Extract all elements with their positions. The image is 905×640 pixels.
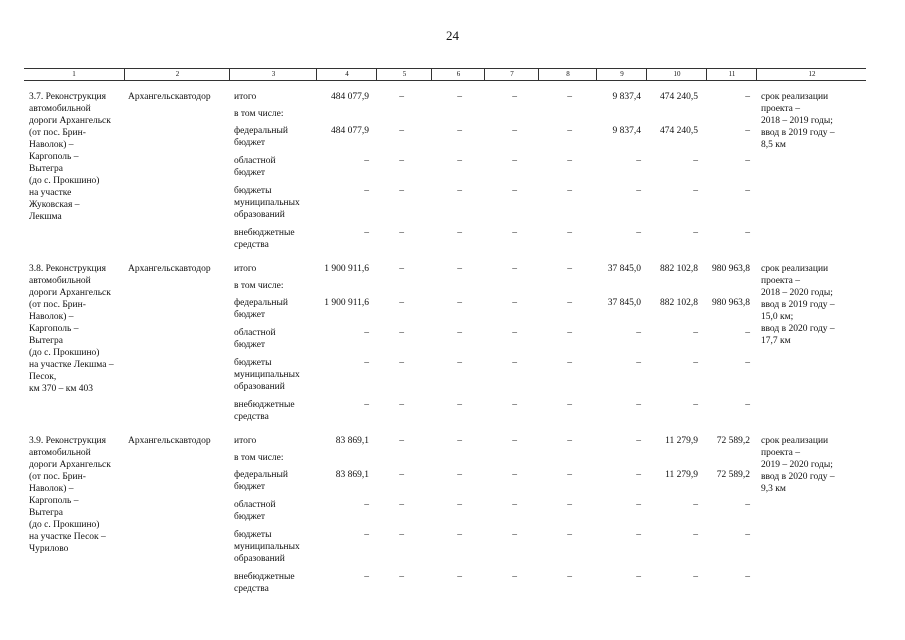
amount-cell: – (636, 156, 641, 166)
amount-cell: – (636, 400, 641, 410)
funding-source-label: в том числе: (234, 453, 284, 463)
column-header-10: 10 (646, 69, 707, 80)
amount-cell: 37 845,0 (607, 298, 641, 308)
amount-cell: 9 837,4 (612, 126, 641, 136)
funding-source-label: итого (234, 92, 257, 102)
column-header-9: 9 (596, 69, 647, 80)
column-header-8: 8 (538, 69, 597, 80)
amount-cell: – (512, 572, 517, 582)
amount-cell: – (364, 156, 369, 166)
funding-source-label: бюджеты муниципальных образований (234, 530, 300, 564)
column-header-5: 5 (376, 69, 432, 80)
amount-cell: – (512, 500, 517, 510)
amount-cell: – (512, 530, 517, 540)
amount-cell: – (567, 126, 572, 136)
amount-cell: – (364, 328, 369, 338)
amount-cell: 83 869,1 (335, 470, 369, 480)
amount-cell: 11 279,9 (665, 470, 698, 480)
amount-cell: – (745, 572, 750, 582)
amount-cell: – (512, 126, 517, 136)
amount-cell: – (636, 358, 641, 368)
column-number-header (24, 68, 866, 81)
amount-cell: – (745, 92, 750, 102)
amount-cell: 11 279,9 (665, 436, 698, 446)
amount-cell: – (693, 228, 698, 238)
funding-source-label: внебюджетные средства (234, 228, 295, 250)
amount-cell: – (364, 530, 369, 540)
amount-cell: – (399, 328, 404, 338)
amount-cell: – (399, 186, 404, 196)
amount-cell: – (567, 328, 572, 338)
amount-cell: – (399, 572, 404, 582)
column-header-6: 6 (431, 69, 485, 80)
amount-cell: 9 837,4 (612, 92, 641, 102)
funding-source-label: областной бюджет (234, 328, 276, 350)
amount-cell: – (399, 436, 404, 446)
amount-cell: – (457, 400, 462, 410)
amount-cell: – (399, 530, 404, 540)
amount-cell: 1 900 911,6 (324, 264, 369, 274)
amount-cell: – (745, 126, 750, 136)
amount-cell: – (457, 126, 462, 136)
amount-cell: – (567, 156, 572, 166)
amount-cell: – (457, 264, 462, 274)
amount-cell: – (693, 358, 698, 368)
amount-cell: – (457, 572, 462, 582)
project-name: 3.8. Реконструкция автомобильной дороги Архангельск (от пос. Брин- Наволок) – Каргополь – Вытегра (до с. Прокшино) на участке Лекшма – Песок, км 370 – км 403 (29, 264, 114, 394)
amount-cell: – (693, 530, 698, 540)
amount-cell: – (457, 436, 462, 446)
amount-cell: – (745, 530, 750, 540)
funding-source-label: бюджеты муниципальных образований (234, 186, 300, 220)
amount-cell: – (636, 228, 641, 238)
amount-cell: – (567, 186, 572, 196)
amount-cell: – (457, 500, 462, 510)
amount-cell: 484 077,9 (331, 126, 369, 136)
amount-cell: – (745, 228, 750, 238)
column-header-2: 2 (124, 69, 230, 80)
amount-cell: – (567, 264, 572, 274)
amount-cell: 1 900 911,6 (324, 298, 369, 308)
amount-cell: – (567, 400, 572, 410)
amount-cell: – (512, 400, 517, 410)
executor-name: Архангельскавтодор (128, 436, 211, 446)
project-note: срок реализации проекта – 2018 – 2020 годы; ввод в 2019 году – 15,0 км; ввод в 2020 году – 17,7 км (761, 264, 835, 346)
amount-cell: – (364, 358, 369, 368)
amount-cell: – (364, 500, 369, 510)
amount-cell: – (636, 572, 641, 582)
funding-source-label: внебюджетные средства (234, 572, 295, 594)
funding-source-label: в том числе: (234, 109, 284, 119)
funding-source-label: федеральный бюджет (234, 126, 288, 148)
amount-cell: – (512, 328, 517, 338)
amount-cell: – (567, 572, 572, 582)
project-note: срок реализации проекта – 2019 – 2020 годы; ввод в 2020 году – 9,3 км (761, 436, 835, 494)
amount-cell: – (745, 186, 750, 196)
amount-cell: – (457, 228, 462, 238)
amount-cell: 882 102,8 (660, 298, 698, 308)
amount-cell: – (636, 436, 641, 446)
amount-cell: – (399, 228, 404, 238)
amount-cell: – (636, 186, 641, 196)
funding-source-label: бюджеты муниципальных образований (234, 358, 300, 392)
amount-cell: 72 589,2 (716, 470, 750, 480)
amount-cell: 882 102,8 (660, 264, 698, 274)
amount-cell: – (636, 500, 641, 510)
amount-cell: – (693, 156, 698, 166)
amount-cell: 474 240,5 (660, 126, 698, 136)
amount-cell: – (567, 500, 572, 510)
amount-cell: – (512, 470, 517, 480)
column-header-3: 3 (229, 69, 317, 80)
page-number: 24 (446, 28, 459, 43)
amount-cell: – (457, 298, 462, 308)
funding-source-label: итого (234, 436, 257, 446)
amount-cell: – (567, 358, 572, 368)
amount-cell: – (693, 400, 698, 410)
amount-cell: 72 589,2 (716, 436, 750, 446)
amount-cell: – (745, 358, 750, 368)
amount-cell: – (399, 470, 404, 480)
amount-cell: – (745, 500, 750, 510)
funding-source-label: областной бюджет (234, 500, 276, 522)
amount-cell: – (745, 328, 750, 338)
amount-cell: – (399, 156, 404, 166)
amount-cell: – (693, 328, 698, 338)
amount-cell: – (399, 500, 404, 510)
amount-cell: – (399, 298, 404, 308)
funding-source-label: внебюджетные средства (234, 400, 295, 422)
amount-cell: – (636, 530, 641, 540)
project-name: 3.9. Реконструкция автомобильной дороги Архангельск (от пос. Брин- Наволок) – Каргополь – Вытегра (до с. Прокшино) на участке Песок – Чурилово (29, 436, 111, 554)
amount-cell: – (636, 328, 641, 338)
amount-cell: – (693, 186, 698, 196)
amount-cell: – (512, 186, 517, 196)
amount-cell: 980 963,8 (712, 298, 750, 308)
funding-source-label: в том числе: (234, 281, 284, 291)
amount-cell: – (567, 92, 572, 102)
amount-cell: – (457, 92, 462, 102)
amount-cell: – (399, 126, 404, 136)
amount-cell: – (364, 186, 369, 196)
amount-cell: – (567, 298, 572, 308)
funding-source-label: федеральный бюджет (234, 298, 288, 320)
project-name: 3.7. Реконструкция автомобильной дороги Архангельск (от пос. Брин- Наволок) – Каргополь – Вытегра (до с. Прокшино) на участке Жуковская – Лекшма (29, 92, 111, 222)
executor-name: Архангельскавтодор (128, 92, 211, 102)
amount-cell: – (512, 358, 517, 368)
amount-cell: – (512, 298, 517, 308)
column-header-4: 4 (316, 69, 377, 80)
amount-cell: – (457, 156, 462, 166)
amount-cell: – (693, 500, 698, 510)
amount-cell: – (567, 436, 572, 446)
project-note: срок реализации проекта – 2018 – 2019 годы; ввод в 2019 году – 8,5 км (761, 92, 835, 150)
amount-cell: – (745, 400, 750, 410)
funding-source-label: федеральный бюджет (234, 470, 288, 492)
column-header-12: 12 (756, 69, 867, 80)
amount-cell: – (567, 470, 572, 480)
amount-cell: – (512, 92, 517, 102)
amount-cell: – (512, 436, 517, 446)
amount-cell: 83 869,1 (335, 436, 369, 446)
amount-cell: – (364, 228, 369, 238)
amount-cell: – (364, 400, 369, 410)
amount-cell: 980 963,8 (712, 264, 750, 274)
column-header-11: 11 (706, 69, 757, 80)
amount-cell: – (512, 156, 517, 166)
amount-cell: – (457, 530, 462, 540)
funding-source-label: итого (234, 264, 257, 274)
amount-cell: 484 077,9 (331, 92, 369, 102)
amount-cell: – (399, 358, 404, 368)
amount-cell: 37 845,0 (607, 264, 641, 274)
amount-cell: – (512, 228, 517, 238)
amount-cell: 474 240,5 (660, 92, 698, 102)
amount-cell: – (399, 264, 404, 274)
amount-cell: – (567, 530, 572, 540)
column-header-7: 7 (484, 69, 539, 80)
amount-cell: – (457, 358, 462, 368)
amount-cell: – (745, 156, 750, 166)
amount-cell: – (636, 470, 641, 480)
amount-cell: – (457, 328, 462, 338)
executor-name: Архангельскавтодор (128, 264, 211, 274)
column-header-1: 1 (72, 70, 76, 78)
amount-cell: – (567, 228, 572, 238)
amount-cell: – (512, 264, 517, 274)
amount-cell: – (399, 92, 404, 102)
funding-source-label: областной бюджет (234, 156, 276, 178)
amount-cell: – (399, 400, 404, 410)
amount-cell: – (364, 572, 369, 582)
amount-cell: – (457, 186, 462, 196)
amount-cell: – (693, 572, 698, 582)
amount-cell: – (457, 470, 462, 480)
